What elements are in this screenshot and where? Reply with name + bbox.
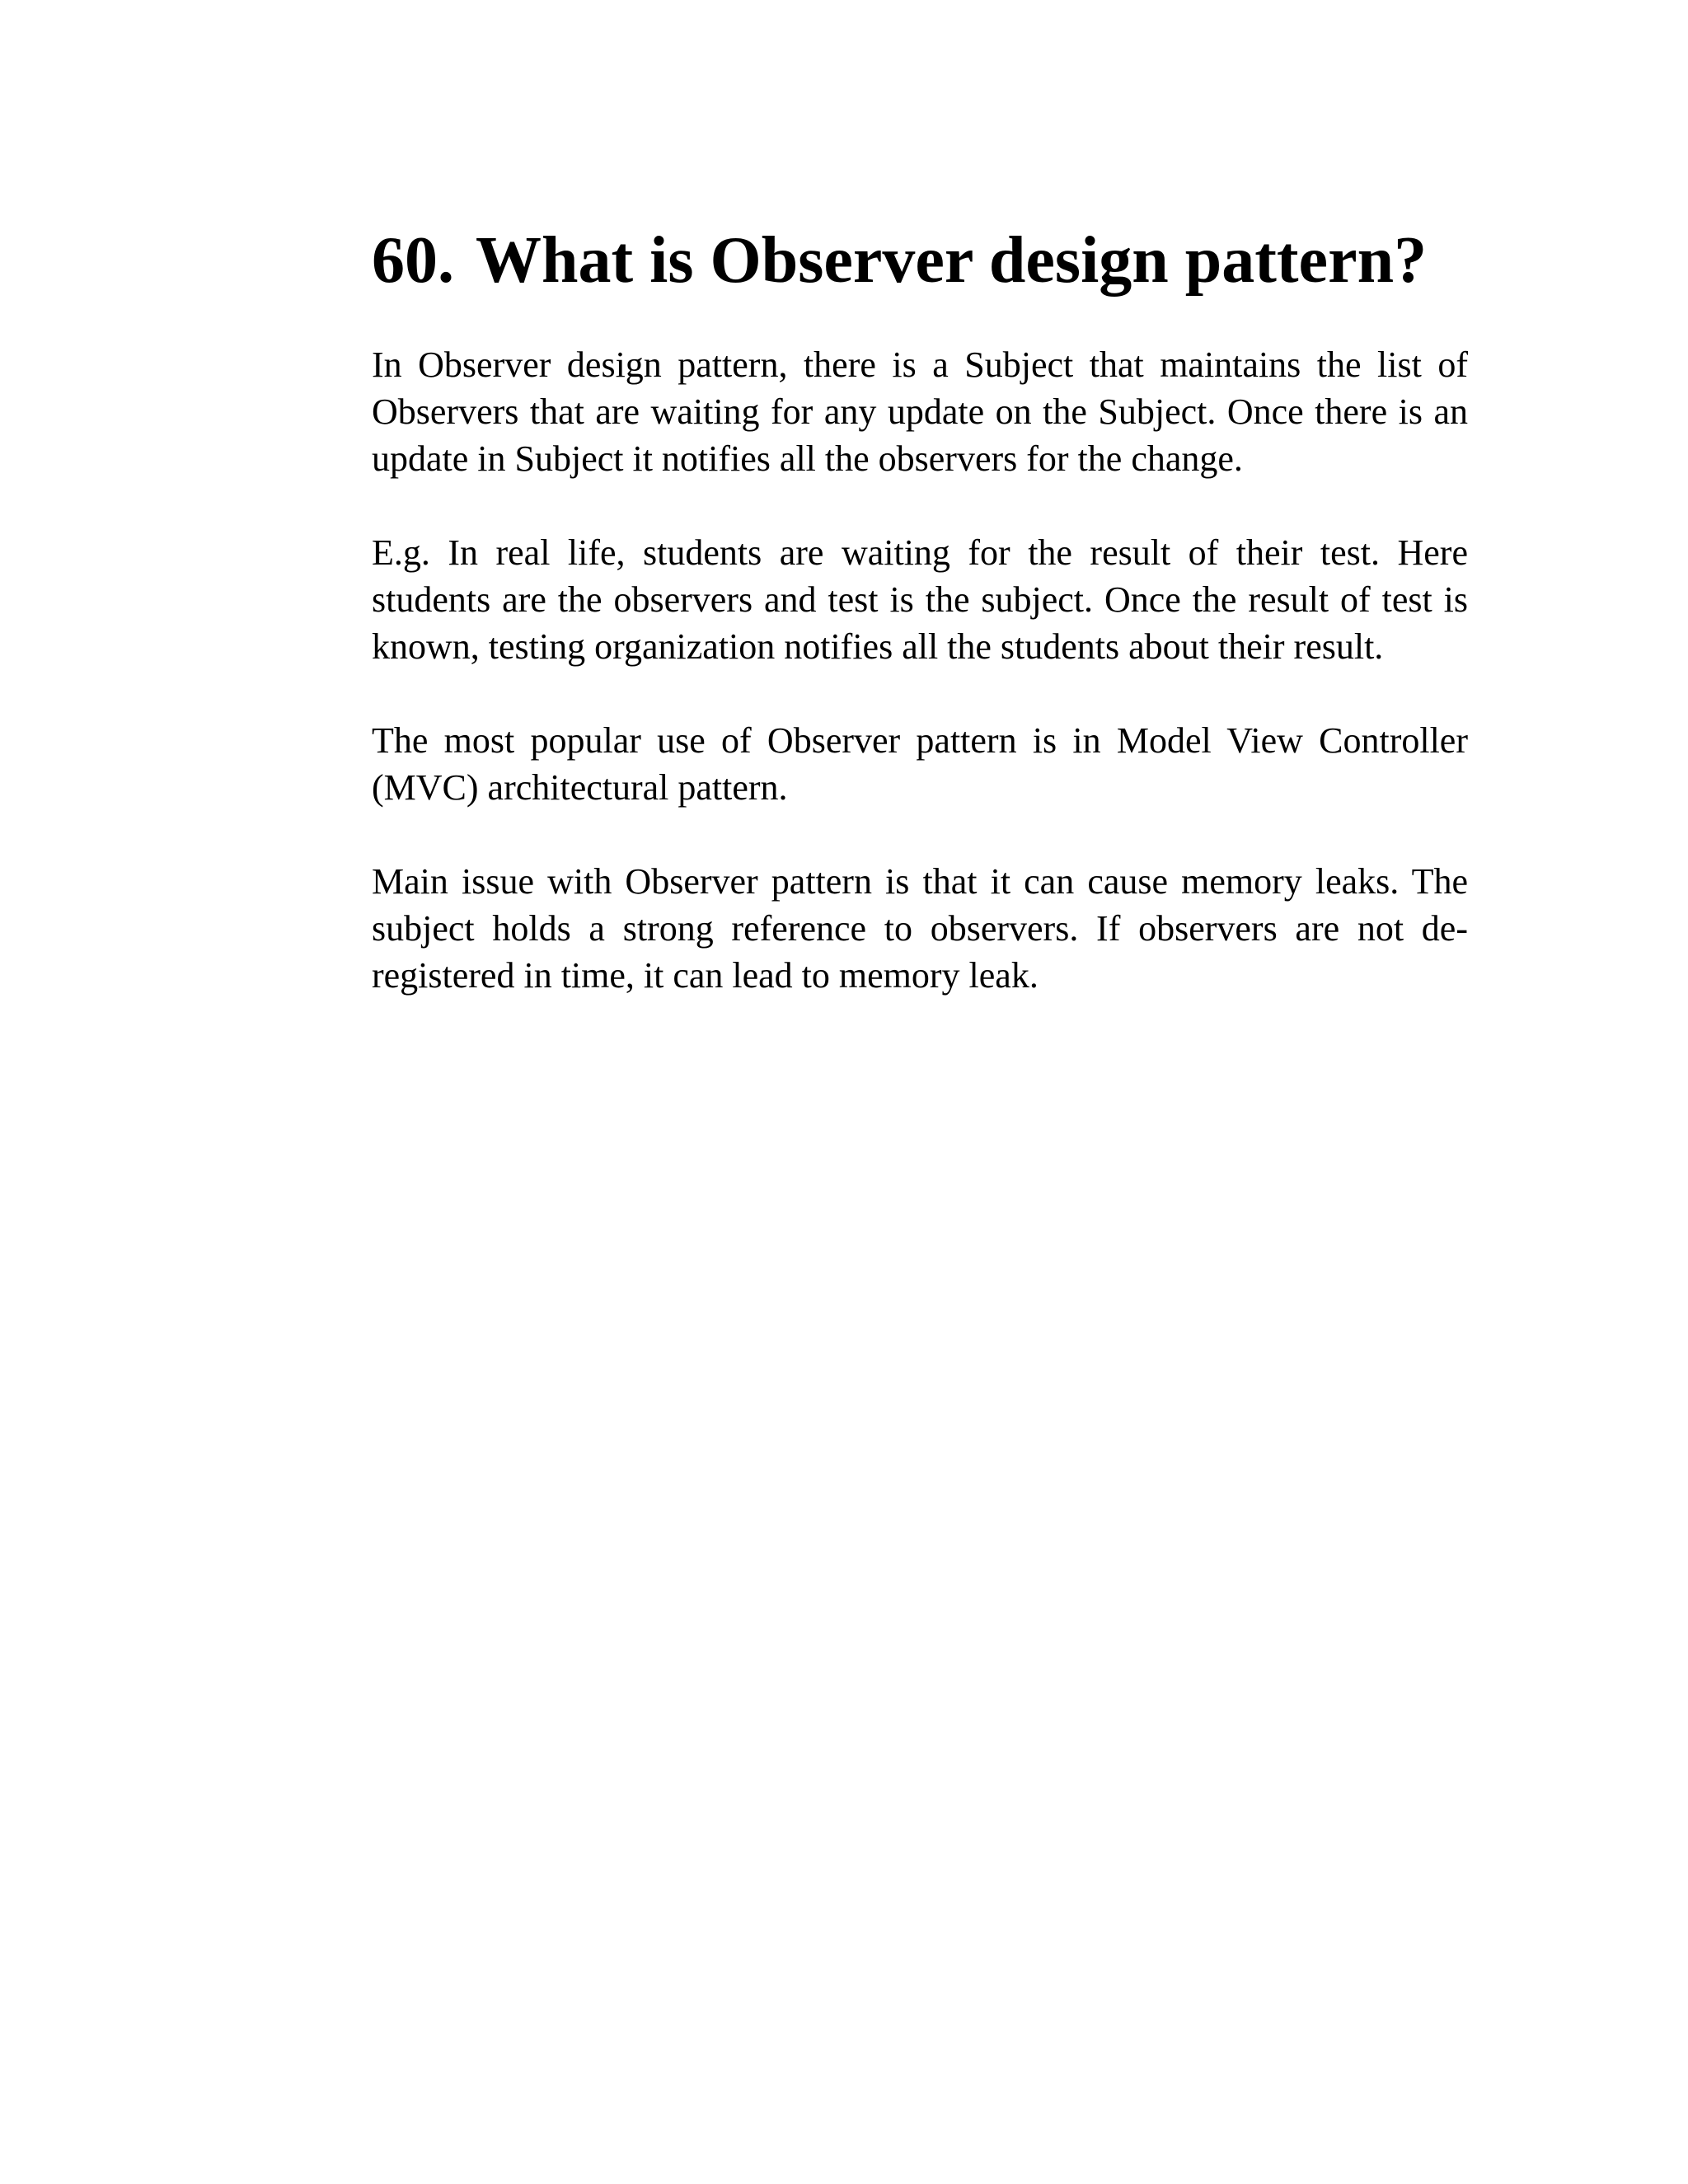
paragraph-example: E.g. In real life, students are waiting for the result of their test. Here students are the observers and test is the subject. Once the result of test is known, testing organization notifies all the students about their result. [372, 532, 1468, 667]
question-title: What is Observer design pattern? [476, 224, 1428, 297]
question-number: 60. [372, 224, 454, 297]
paragraph-memory-leak-issue: Main issue with Observer pattern is that it can cause memory leaks. The subject holds a strong reference to observers. If observers are not de-registered in time, it can lead to memory leak. [372, 861, 1468, 996]
paragraph-definition: In Observer design pattern, there is a Subject that maintains the list of Observers that are waiting for any update on the Subject. Once there is an update in Subject it notifies all the observers for the change. [372, 344, 1468, 479]
question-heading [372, 223, 1468, 298]
page-content [372, 223, 1468, 999]
paragraph-mvc-usage: The most popular use of Observer pattern is in Model View Controller (MVC) architectural pattern. [372, 720, 1468, 808]
